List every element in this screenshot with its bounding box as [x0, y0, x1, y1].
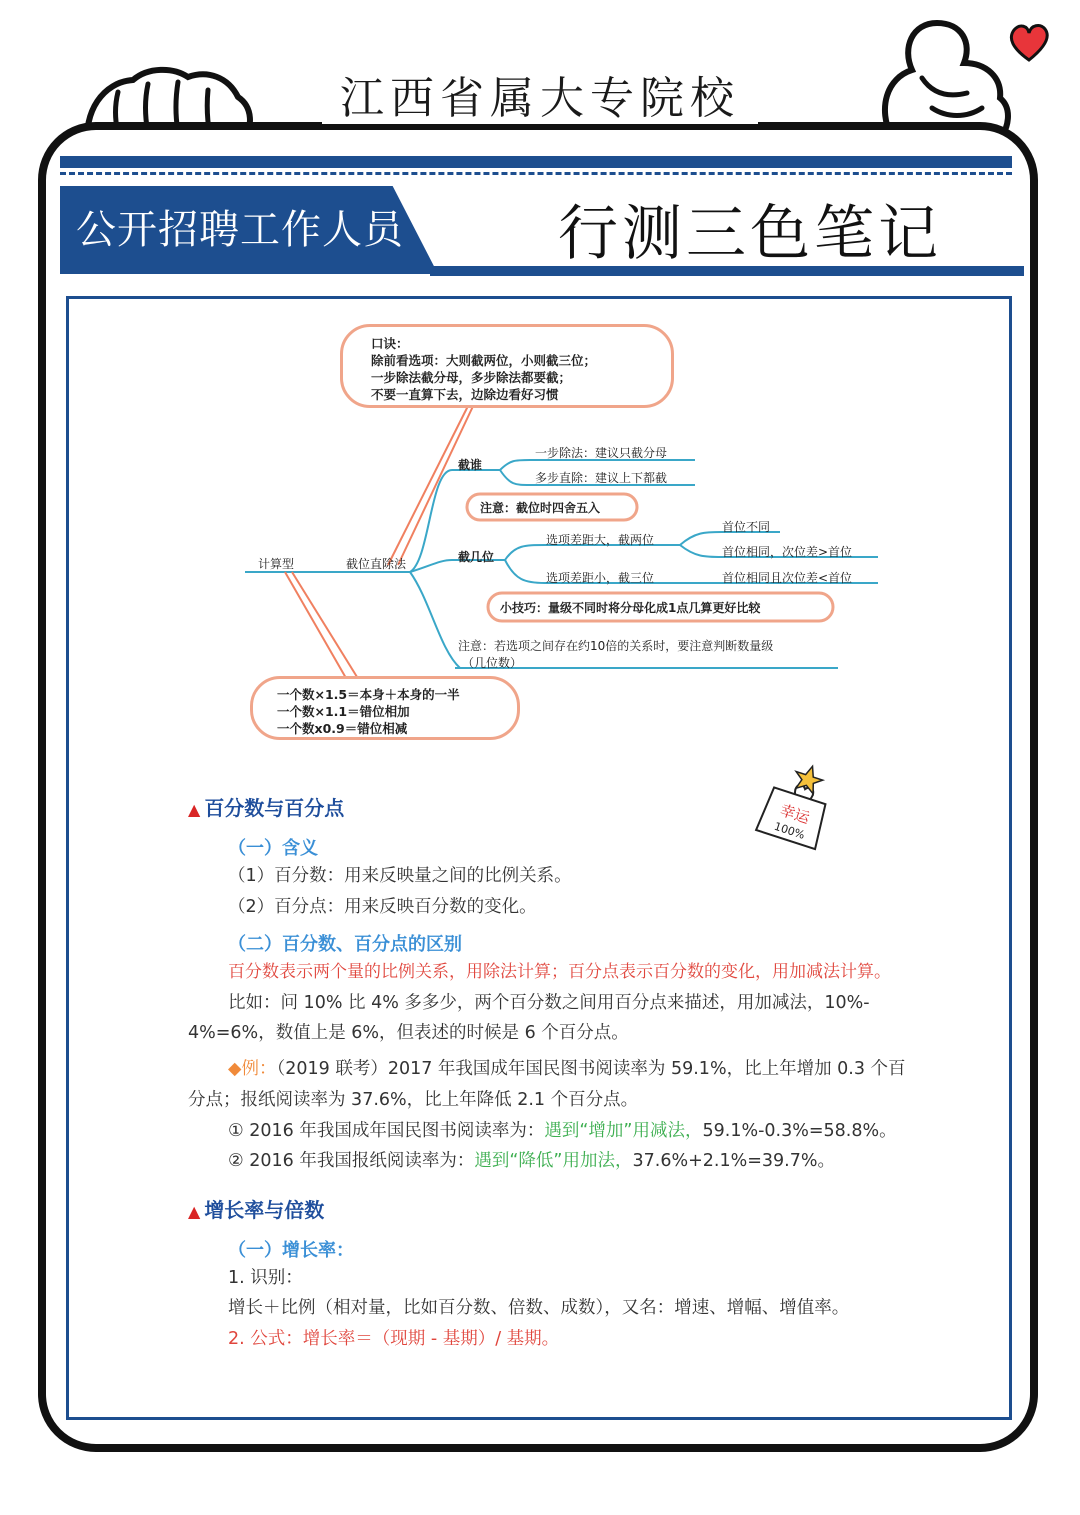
- text-line: 增长＋比例（相对量，比如百分数、倍数、成数），又名：增速、增幅、增值率。: [228, 1298, 850, 1318]
- text-line: 4%=6%，数值上是 6%，但表述的时候是 6 个百分点。: [188, 1023, 629, 1043]
- text-line: 分点；报纸阅读率为 37.6%，比上年降低 2.1 个百分点。: [188, 1090, 639, 1110]
- mnemonic-line: 不要一直算下去，边除边看好习惯: [371, 387, 559, 402]
- text-line: 1. 识别：: [228, 1268, 303, 1288]
- mnemonic-line: 口诀：: [371, 336, 409, 351]
- formula-line: 2. 公式：增长率＝（现期 - 基期）/ 基期。: [228, 1329, 560, 1349]
- mindmap-note-round: 注意：截位时四舍五入: [480, 501, 601, 515]
- answer-line-1: ① 2016 年我国成年国民图书阅读率为：遇到“增加”用减法，59.1%-0.3%=58.8%。: [228, 1121, 897, 1141]
- mindmap-first-diff: 首位不同: [722, 520, 771, 534]
- text-line: （2）百分点：用来反映百分数的变化。: [228, 897, 537, 917]
- mindmap-one-step: 一步除法：建议只截分母: [535, 446, 668, 460]
- multiply-tip-line: 一个数×1.5＝本身＋本身的一半: [277, 687, 460, 702]
- mnemonic-line: 一步除法截分母，多步除法都要截；: [371, 370, 572, 385]
- mindmap-root: 计算型: [258, 557, 295, 571]
- text-line: （1）百分数：用来反映量之间的比例关系。: [228, 866, 572, 886]
- multiply-tips-bubble: [250, 676, 520, 740]
- example-label: ◆例：: [228, 1059, 277, 1079]
- mindmap-note-ten-2: （几位数）: [462, 656, 523, 670]
- mindmap-branch-jiweis: 截几位: [458, 550, 495, 564]
- mnemonic-line: 除前看选项：大则截两位，小则截三位；: [371, 353, 597, 368]
- multiply-tip-line: 一个数x0.9＝错位相减: [277, 721, 408, 736]
- mnemonic-bubble: [340, 324, 674, 408]
- section-title-percent: ▲ 百分数与百分点: [188, 796, 345, 820]
- mindmap-first-same: 首位相同，次位差>首位: [722, 545, 853, 559]
- triangle-icon: ▲: [188, 800, 201, 819]
- subheading-growth-rate: （一）增长率：: [228, 1240, 354, 1261]
- section-title-growth: ▲ 增长率与倍数: [188, 1198, 325, 1222]
- sticker-line1: 幸运: [777, 800, 812, 828]
- subheading-meaning: （一）含义: [228, 838, 318, 859]
- lucky-sticker: [750, 756, 846, 852]
- subtitle: 行测三色笔记: [558, 199, 942, 269]
- subheading-difference: （二）百分数、百分点的区别: [228, 934, 462, 955]
- mindmap-big-gap: 选项差距大，截两位: [546, 533, 655, 547]
- mindmap-first-same2: 首位相同且次位差<首位: [722, 571, 853, 585]
- sticker-line2: 100%: [772, 819, 807, 842]
- triangle-icon: ▲: [188, 1202, 201, 1221]
- key-point-red: 百分数表示两个量的比例关系，用除法计算；百分点表示百分数的变化，用加减法计算。: [228, 962, 891, 982]
- multiply-tip-line: 一个数×1.1＝错位相加: [277, 704, 410, 719]
- mindmap-branch-jie: 截谁: [458, 458, 483, 472]
- mindmap-method: 截位直除法: [346, 557, 407, 571]
- mindmap-multi-step: 多步直除：建议上下都截: [535, 471, 668, 485]
- text-line: 比如：问 10% 比 4% 多多少，两个百分数之间用百分点来描述，用加减法，10%-: [228, 993, 870, 1013]
- answer-line-2: ② 2016 年我国报纸阅读率为：遇到“降低”用加法，37.6%+2.1%=39.7%。: [228, 1151, 835, 1171]
- mindmap-small-gap: 选项差距小，截三位: [546, 571, 655, 585]
- example-line: ◆例：（2019 联考）2017 年我国成年国民图书阅读率为 59.1%，比上年增加 0.3 个百: [228, 1059, 906, 1079]
- mindmap-tip: 小技巧：量级不同时将分母化成1点几算更好比较: [500, 601, 761, 615]
- banner-text: 公开招聘工作人员: [76, 207, 404, 253]
- mindmap-note-ten: 注意：若选项之间存在约10倍的关系时，要注意判断数量级: [458, 639, 774, 653]
- page-title: 江西省属大专院校: [0, 62, 1080, 126]
